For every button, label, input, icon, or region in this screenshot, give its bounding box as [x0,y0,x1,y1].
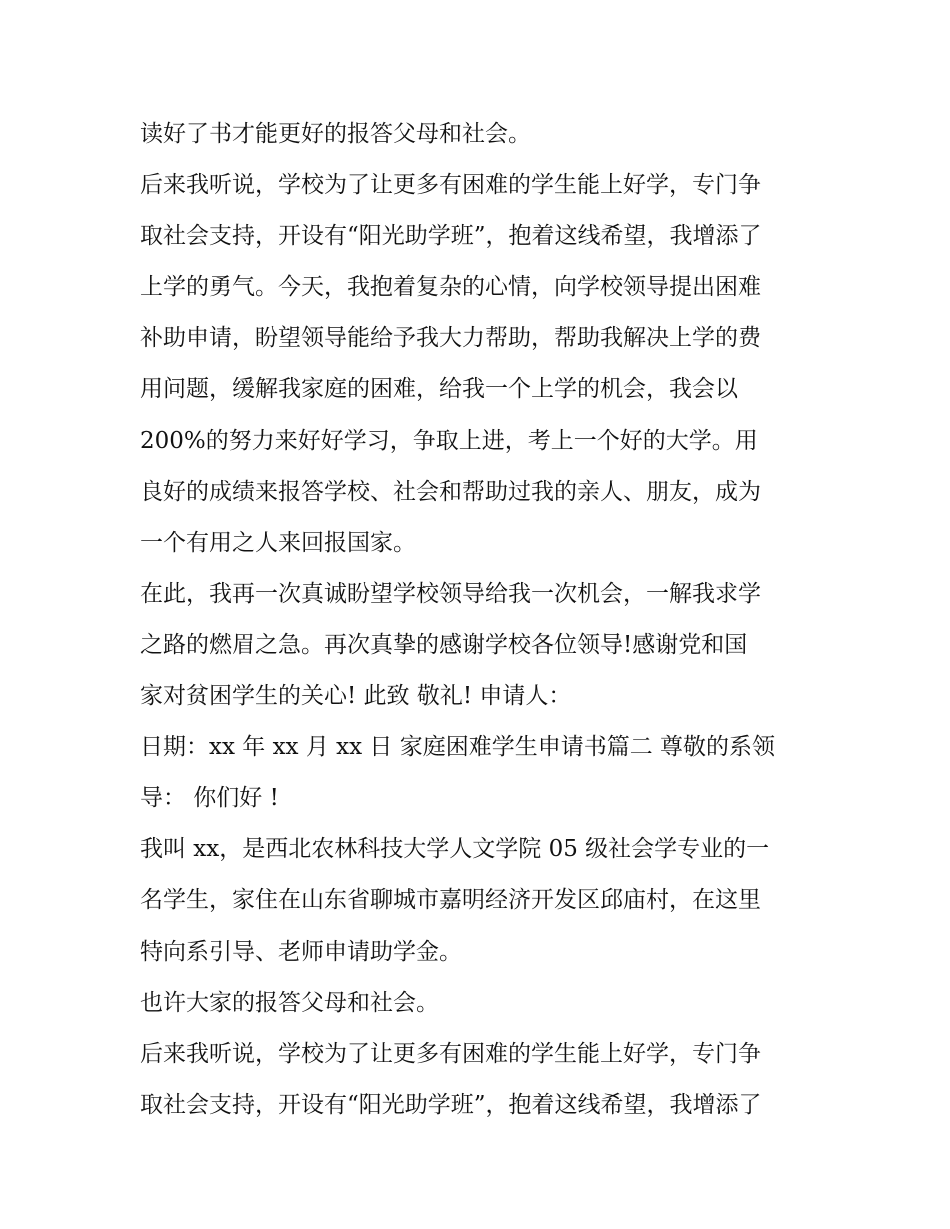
text-line: 200%的努力来好好学习，争取上进，考上一个好的大学。用 [140,427,758,454]
text-line: 之路的燃眉之急。再次真挚的感谢学校各位领导!感谢党和国 [140,631,748,658]
text-line: 我叫 xx，是西北农林科技大学人文学院 05 级社会学专业的一 [140,836,770,863]
text-line: 用问题，缓解我家庭的困难，给我一个上学的机会，我会以 [140,376,738,403]
text-line: 一个有用之人来回报国家。 [140,529,416,556]
text-line: 家对贫困学生的关心! 此致 敬礼! 申请人： [140,683,572,710]
text-line: 特向系引导、老师申请助学金。 [140,938,462,965]
text-line: 取社会支持，开设有“阳光助学班”，抱着这线希望，我增添了 [140,1091,762,1118]
text-line: 读好了书才能更好的报答父母和社会。 [140,121,531,147]
text-line: 后来我听说，学校为了让更多有困难的学生能上好学，专门争 [140,172,761,199]
text-line: 导： 你们好 ! [140,785,279,812]
text-line: 也许大家的报答父母和社会。 [140,989,439,1016]
text-line: 取社会支持，开设有“阳光助学班”，抱着这线希望，我增添了 [140,223,762,250]
document-body [140,109,820,1131]
text-line: 补助申请，盼望领导能给予我大力帮助，帮助我解决上学的费 [140,325,761,352]
text-line: 良好的成绩来报答学校、社会和帮助过我的亲人、朋友，成为 [140,478,761,505]
text-line: 后来我听说，学校为了让更多有困难的学生能上好学，专门争 [140,1040,761,1067]
text-line: 名学生，家住在山东省聊城市嘉明经济开发区邱庙村，在这里 [140,887,761,914]
text-line: 上学的勇气。今天，我抱着复杂的心情，向学校领导提出困难 [140,274,761,301]
text-line: 在此，我再一次真诚盼望学校领导给我一次机会，一解我求学 [140,580,761,607]
text-line: 日期：xx 年 xx 月 xx 日 家庭困难学生申请书篇二 尊敬的系领 [140,734,776,761]
